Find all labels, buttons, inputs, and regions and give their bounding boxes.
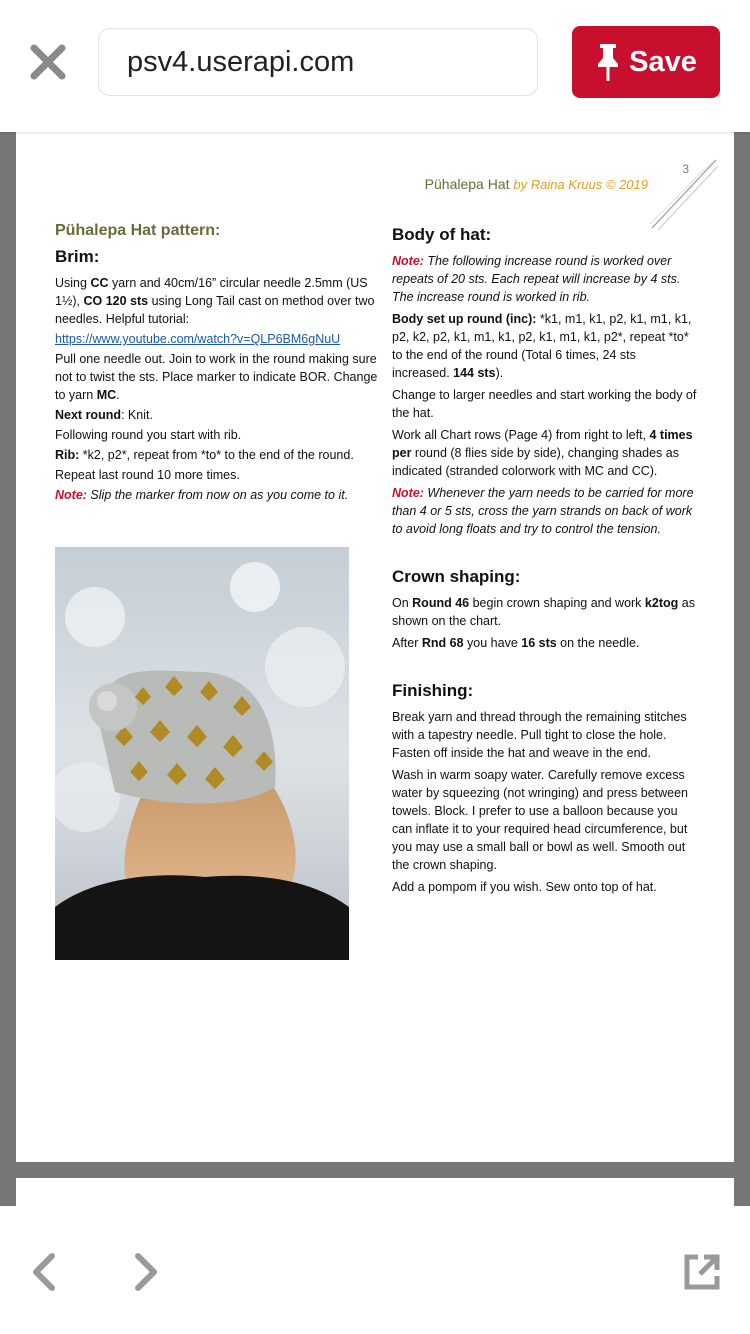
bottom-bar [0, 1206, 750, 1334]
top-bar [0, 0, 750, 132]
save-button[interactable] [572, 26, 720, 98]
forward-button[interactable] [130, 1252, 162, 1297]
brim-paragraph-1: Using CC yarn and 40cm/16” circular needle 2.5mm (US 1½), CO 120 sts using Long Tail cast on method over two needles. Helpful tutorial: [55, 276, 375, 326]
close-button[interactable] [28, 42, 68, 82]
crown-paragraph-1: On Round 46 begin crown shaping and work k2tog as shown on the chart. [392, 596, 695, 628]
document-viewer[interactable] [0, 132, 750, 1206]
url-field[interactable] [98, 28, 538, 96]
header-title: Pühalepa Hat [424, 176, 510, 192]
hat-photo [55, 547, 349, 960]
open-external-button[interactable] [682, 1252, 722, 1297]
finishing-paragraph-3: Add a pompom if you wish. Sew onto top of hat. [392, 880, 657, 894]
body-note-2: Note: Whenever the yarn needs to be carried for more than 4 or 5 sts, cross the yarn strands on back of work to avoid long floats and try to control the tension. [392, 486, 694, 536]
body-heading: Body of hat: [392, 225, 492, 244]
brim-paragraph-6: Repeat last round 10 more times. [55, 468, 240, 482]
save-label: Save [629, 45, 697, 78]
url-text: psv4.userapi.com [127, 46, 355, 78]
body-setup-round: Body set up round (inc): *k1, m1, k1, p2, k1, m1, k1, p2, k2, p2, k1, m1, k1, p2, k1, m1, k1, p2*, repeat *to* to the end of the round (Total 6 times, 24 sts increased. 144 sts). [392, 312, 692, 380]
pattern-title: Pühalepa Hat pattern: [55, 222, 221, 239]
chevron-left-icon [28, 1252, 60, 1292]
right-column [392, 226, 697, 898]
header-author: by Raina Kruus © 2019 [513, 177, 648, 192]
back-button[interactable] [28, 1252, 60, 1297]
body-paragraph-2: Change to larger needles and start working the body of the hat. [392, 388, 697, 420]
close-icon [28, 42, 68, 82]
left-column [55, 222, 381, 506]
chevron-right-icon [130, 1252, 162, 1292]
document-page [16, 132, 734, 1162]
crown-heading: Crown shaping: [392, 567, 521, 586]
page-number: 3 [682, 162, 689, 176]
body-note-1: Note: The following increase round is worked over repeats of 20 sts. Each repeat will increase by 4 sts. The increase round is worked in rib. [392, 254, 681, 304]
tutorial-link[interactable]: https://www.youtube.com/watch?v=QLP6BM6gNuU [55, 332, 341, 346]
open-external-icon [682, 1252, 722, 1292]
brim-paragraph-3: Next round: Knit. [55, 408, 153, 422]
brim-paragraph-2: Pull one needle out. Join to work in the round making sure not to twist the sts. Place marker to indicate BOR. Change to yarn MC. [55, 352, 378, 402]
finishing-paragraph-2: Wash in warm soapy water. Carefully remove excess water by squeezing (not wringing) and press between towels. Block. I prefer to use a balloon because you can inflate it to your required head circumference, but you may use a small ball or bowl as well. Smooth out the crown shaping. [392, 768, 689, 872]
next-document-page [16, 1178, 734, 1206]
brim-paragraph-5: Rib: *k2, p2*, repeat from *to* to the end of the round. [55, 448, 354, 462]
brim-paragraph-4: Following round you start with rib. [55, 428, 242, 442]
finishing-paragraph-1: Break yarn and thread through the remaining stitches with a tapestry needle. Pull tight to close the hole. Fasten off inside the hat and weave in the end. [392, 710, 687, 760]
body-paragraph-3: Work all Chart rows (Page 4) from right to left, 4 times per round (8 flies side by side), changing shades as indicated (stranded colorwork with MC and CC). [392, 428, 693, 478]
pin-icon [595, 42, 621, 82]
finishing-heading: Finishing: [392, 681, 474, 700]
brim-note: Note: Slip the marker from now on as you come to it. [55, 488, 349, 502]
needle-decoration-icon [648, 158, 720, 232]
brim-heading: Brim: [55, 247, 100, 266]
page-header [425, 176, 648, 192]
crown-paragraph-2: After Rnd 68 you have 16 sts on the needle. [392, 636, 640, 650]
